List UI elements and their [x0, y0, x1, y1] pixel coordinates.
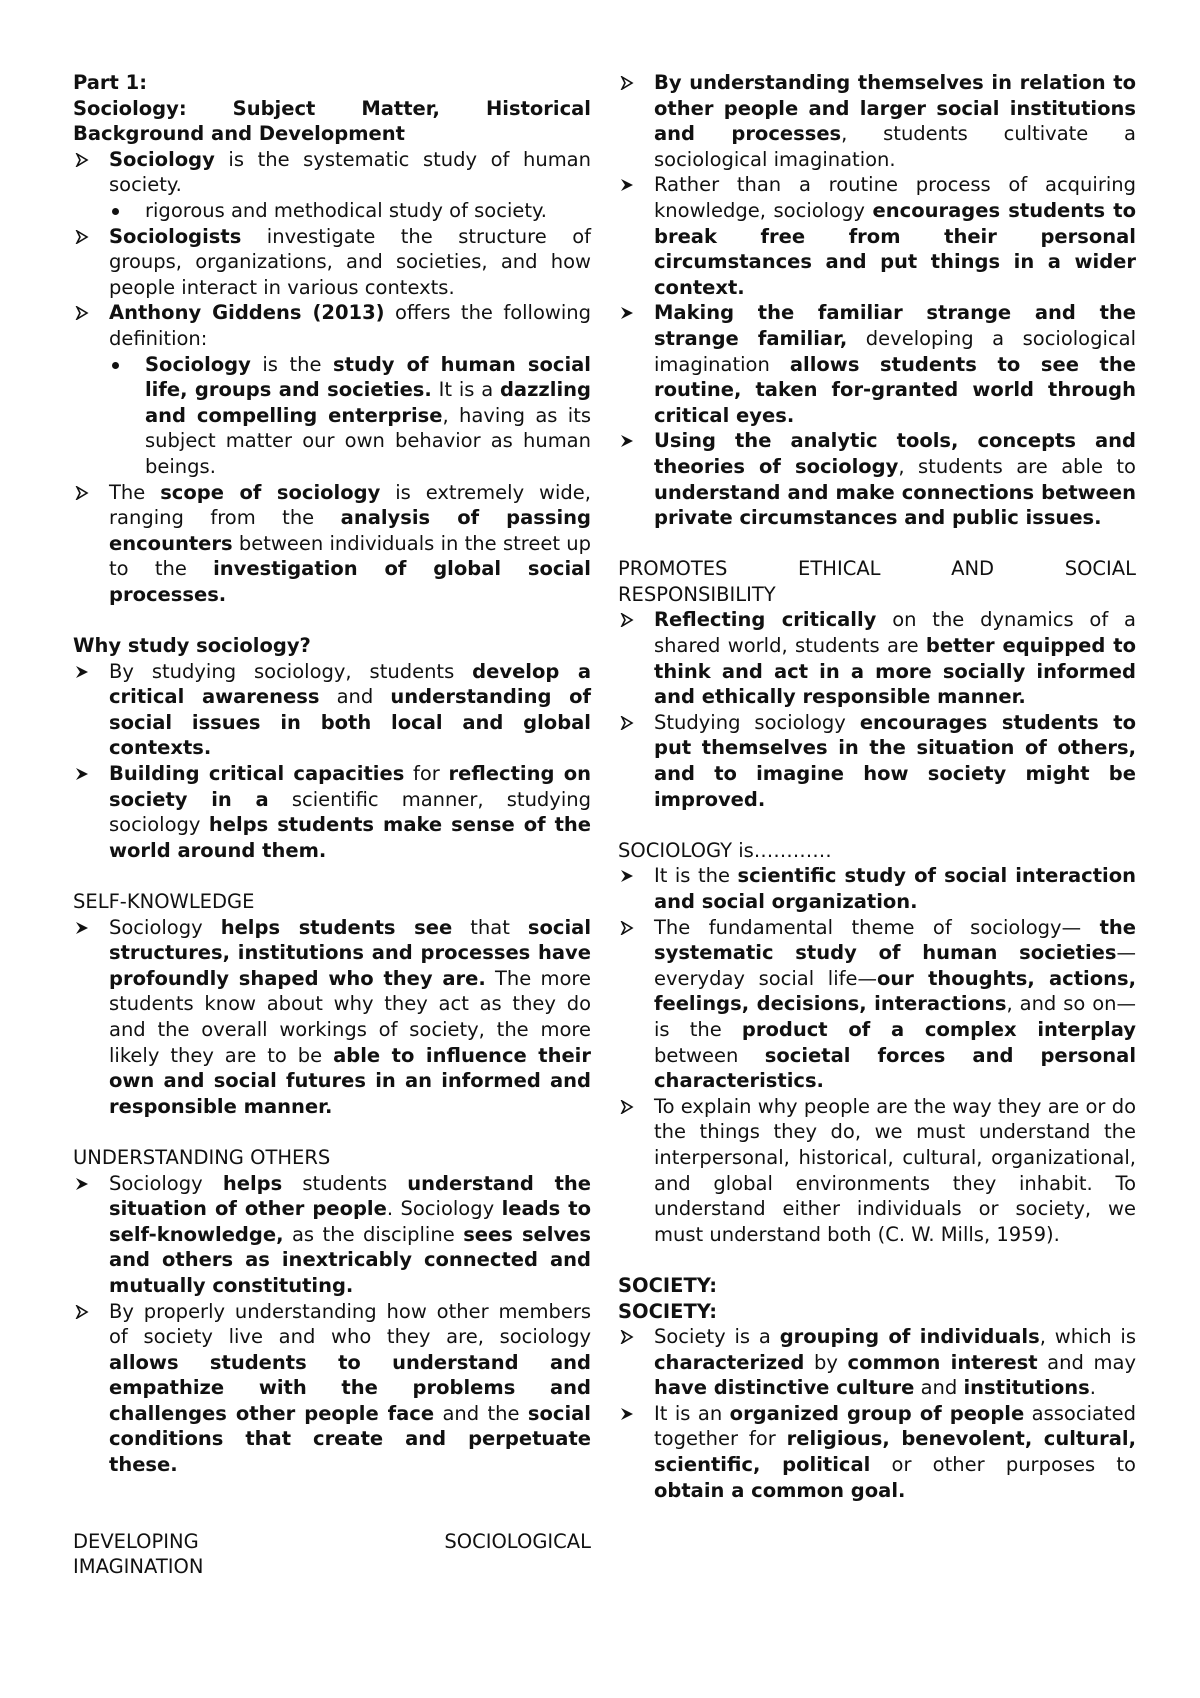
list-item: Sociology helps students see that social structures, institutions and processes have profoundly shaped who they are. The more students know about why they act as they do and the overall workings of society, the more likely they are to be able to influence their own and social futures in an informed and responsible manner.: [73, 915, 591, 1120]
filled-arrow-bullet-icon: [75, 1171, 95, 1196]
term: Sociology: [109, 147, 215, 171]
dot-bullet-icon: [112, 208, 119, 215]
list-item: By properly understanding how other members of society live and who they are, sociology allows students to understand and empathize with the problems and challenges other people face and the social conditions that create and perpetuate these.: [73, 1299, 591, 1478]
self-knowledge-heading: SELF-KNOWLEDGE: [73, 890, 255, 913]
sub-list-item: Sociology is the study of human social life, groups and societies. It is a dazzling and compelling enterprise, having as its subject matter our own behavior as human beings.: [73, 352, 591, 480]
list-item: Studying sociology encourages students to put themselves in the situation of others, and to imagine how society might be improved.: [618, 710, 1136, 812]
dot-bullet-icon: [112, 362, 119, 369]
section-heading-line1: Sociology: Subject Matter, Historical: [73, 96, 591, 120]
arrow-bullet-icon: [620, 1324, 640, 1349]
arrow-bullet-icon: [75, 1299, 95, 1324]
arrow-bullet-icon: [75, 300, 95, 325]
list-item: Sociologists investigate the structure of groups, organizations, and societies, and how people interact in various contexts.: [73, 224, 591, 301]
right-column: [618, 70, 1136, 1503]
list-item: Sociology helps students understand the situation of other people. Sociology leads to self-knowledge, as the discipline sees selves and others as inextricably connected and mutually constituting.: [73, 1171, 591, 1299]
arrow-bullet-icon: [620, 1094, 640, 1119]
filled-arrow-bullet-icon: [620, 172, 640, 197]
list-item: Building critical capacities for reflecting on society in a scientific manner, studying sociology helps students make sense of the world around them.: [73, 761, 591, 863]
arrow-bullet-icon: [75, 480, 95, 505]
understanding-others-heading: UNDERSTANDING OTHERS: [73, 1145, 331, 1169]
list-item: Reflecting critically on the dynamics of a shared world, students are better equipped to think and act in a more socially informed and ethically responsible manner.: [618, 607, 1136, 709]
filled-arrow-bullet-icon: [620, 863, 640, 888]
list-item: Making the familiar strange and the strange familiar, developing a sociological imagination allows students to see the routine, taken for-granted world through critical eyes.: [618, 300, 1136, 428]
arrow-bullet-icon: [620, 915, 640, 940]
sub-list-item: rigorous and methodical study of society.: [73, 198, 591, 224]
why-heading: Why study sociology?: [73, 634, 311, 658]
list-item: The fundamental theme of sociology— the systematic study of human societies—everyday social life—our thoughts, actions, feelings, decisions, interactions, and so on—is the product of a complex interplay between societal forces and personal characteristics.: [618, 915, 1136, 1094]
left-column: [73, 70, 591, 1580]
developing-heading: DEVELOPING SOCIOLOGICAL: [73, 1529, 591, 1553]
list-item: Anthony Giddens (2013) offers the following definition:: [73, 300, 591, 351]
promotes-heading: PROMOTES ETHICAL AND SOCIAL: [618, 557, 1136, 581]
list-item: Using the analytic tools, concepts and theories of sociology, students are able to understand and make connections between private circumstances and public issues.: [618, 428, 1136, 530]
arrow-bullet-icon: [75, 147, 95, 172]
section-heading-line2: Background and Development: [73, 122, 405, 146]
arrow-bullet-icon: [620, 70, 640, 95]
list-item: It is an organized group of people associated together for religious, benevolent, cultural, scientific, political or other purposes to obtain a common goal.: [618, 1401, 1136, 1503]
filled-arrow-bullet-icon: [620, 300, 640, 325]
filled-arrow-bullet-icon: [75, 761, 95, 786]
list-item: It is the scientific study of social interaction and social organization.: [618, 863, 1136, 914]
list-item: By studying sociology, students develop a critical awareness and understanding of social issues in both local and global contexts.: [73, 659, 591, 761]
arrow-bullet-icon: [620, 710, 640, 735]
list-item: By understanding themselves in relation to other people and larger social institutions and processes, students cultivate a sociological imagination.: [618, 70, 1136, 172]
society-heading: SOCIETY:: [618, 1273, 718, 1297]
promotes-heading-line2: RESPONSIBILITY: [618, 582, 776, 606]
list-item: Society is a grouping of individuals, which is characterized by common interest and may have distinctive culture and institutions.: [618, 1324, 1136, 1401]
society-heading-repeat: SOCIETY:: [618, 1299, 718, 1323]
filled-arrow-bullet-icon: [620, 428, 640, 453]
developing-heading-line2: IMAGINATION: [73, 1555, 204, 1579]
filled-arrow-bullet-icon: [75, 659, 95, 684]
arrow-bullet-icon: [620, 607, 640, 632]
sociology-is-heading: SOCIOLOGY is…………: [618, 838, 832, 862]
filled-arrow-bullet-icon: [75, 915, 95, 940]
list-item: Sociology is the systematic study of human society.: [73, 147, 591, 198]
filled-arrow-bullet-icon: [620, 1401, 640, 1426]
arrow-bullet-icon: [75, 224, 95, 249]
part-title: Part 1:: [73, 71, 148, 94]
list-item: Rather than a routine process of acquiring knowledge, sociology encourages students to break free from their personal circumstances and put things in a wider context.: [618, 172, 1136, 300]
list-item: The scope of sociology is extremely wide, ranging from the analysis of passing encounters between individuals in the street up to the investigation of global social processes.: [73, 480, 591, 608]
list-item: To explain why people are the way they are or do the things they do, we must understand the interpersonal, historical, cultural, organizational, and global environments they inhabit. To understand either individuals or society, we must understand both (C. W. Mills, 1959).: [618, 1094, 1136, 1248]
